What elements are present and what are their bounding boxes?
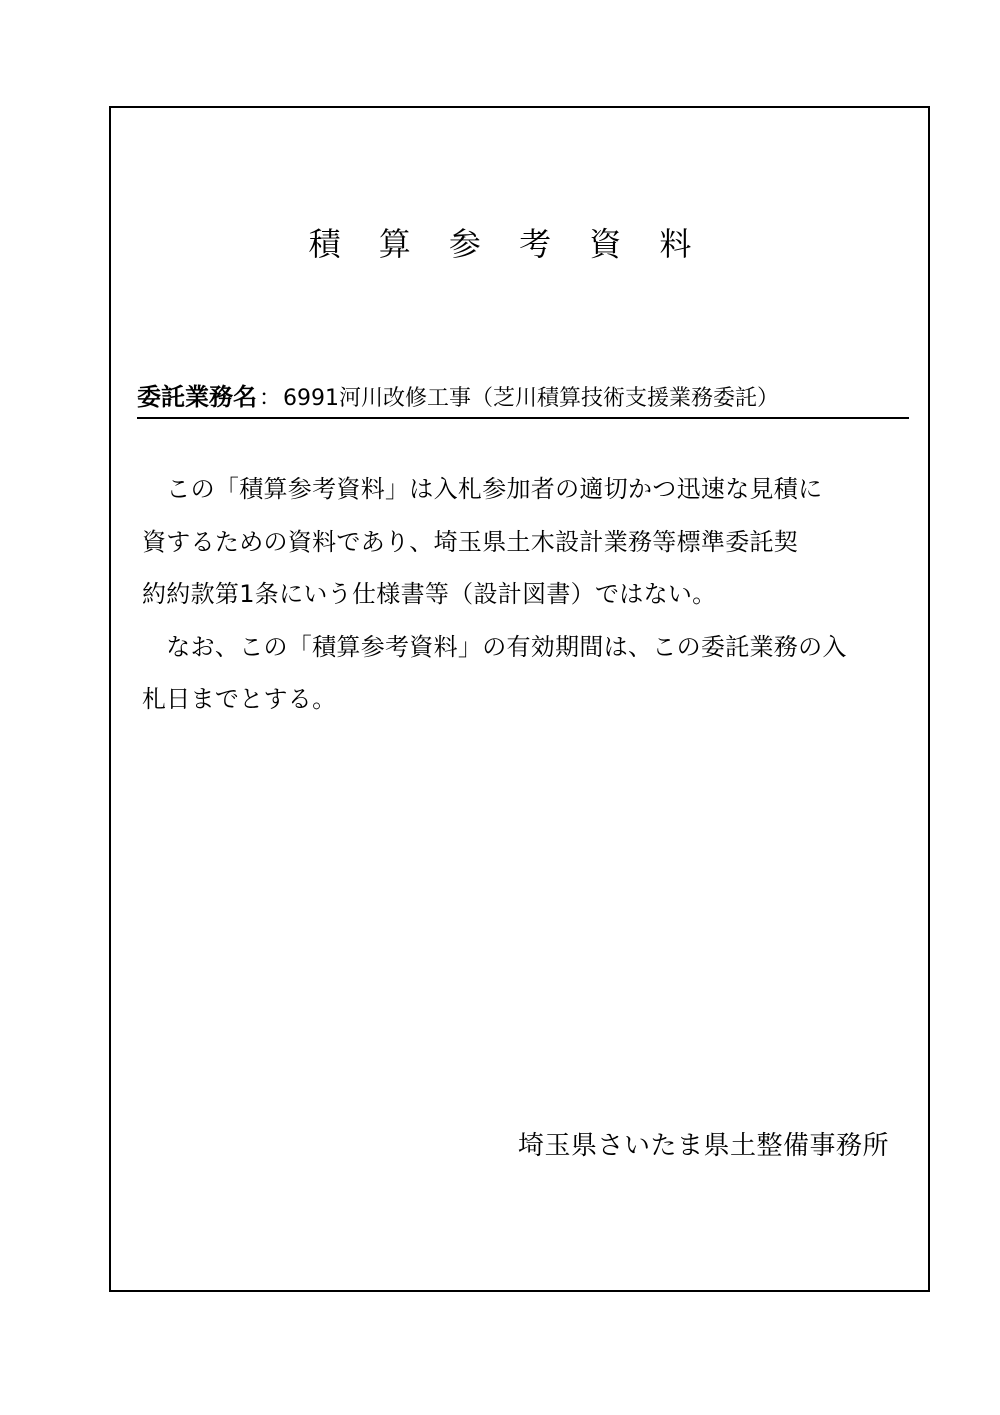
paragraph-line: 札日までとする。 bbox=[142, 685, 337, 713]
project-name: 6991河川改修工事（芝川積算技術支援業務委託） bbox=[283, 386, 780, 411]
document-title: 積 算 参 考 資 料 bbox=[308, 225, 706, 263]
project-separator: ： bbox=[259, 386, 282, 411]
disclaimer-paragraph bbox=[142, 463, 912, 726]
issuing-office: 埼玉県さいたま県土整備事務所 bbox=[517, 1131, 889, 1161]
project-name-line bbox=[137, 375, 909, 419]
paragraph-line: この「積算参考資料」は入札参加者の適切かつ迅速な見積に bbox=[142, 475, 823, 503]
project-label: 委託業務名 bbox=[137, 383, 257, 411]
paragraph-line: 約約款第1条にいう仕様書等（設計図書）ではない。 bbox=[142, 580, 717, 608]
paragraph-line: 資するための資料であり、埼玉県土木設計業務等標準委託契 bbox=[142, 527, 799, 556]
paragraph-line: なお、この「積算参考資料」の有効期間は、この委託業務の入 bbox=[142, 632, 847, 661]
